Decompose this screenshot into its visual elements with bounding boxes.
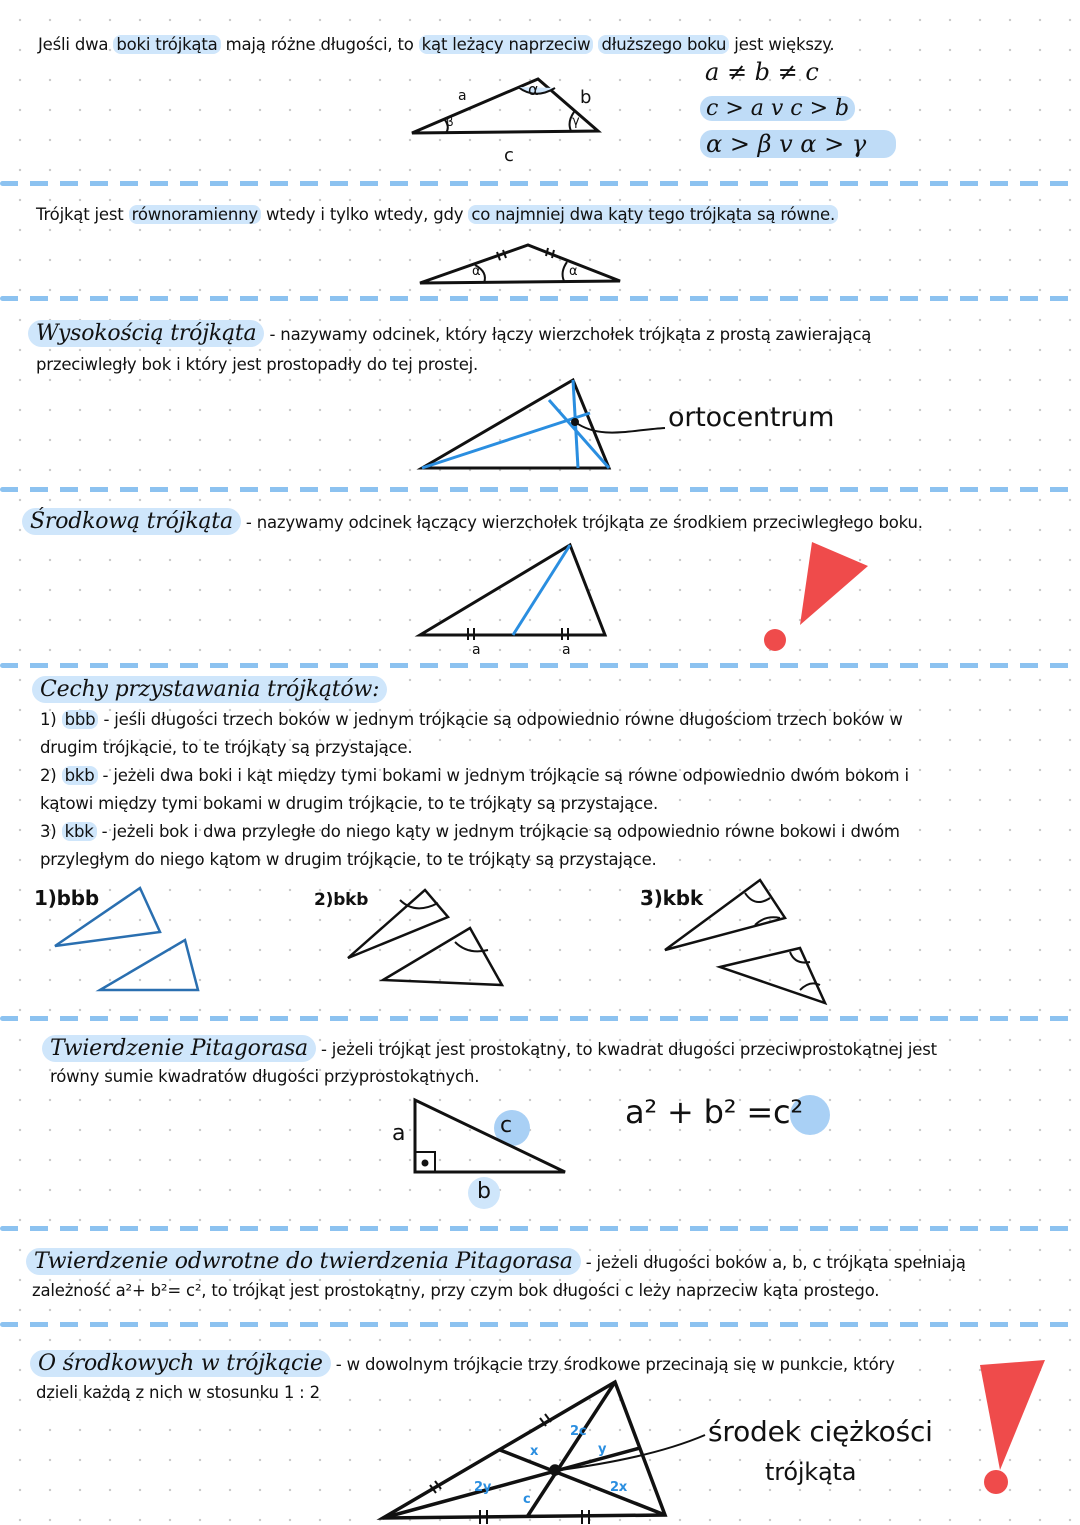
term-b: b² [703,1093,737,1131]
divider [0,181,1080,186]
text: - nazywamy odcinek łączący wierzchołek trójkąta ze środkiem przeciwległego boku. [240,513,923,532]
segment-mark: c [523,1492,531,1507]
text: 3) [40,822,62,841]
equals: = [746,1093,773,1131]
divider [0,1016,1080,1021]
label-c: c [504,145,514,166]
label-alpha: α [569,264,578,279]
isosceles-triangle [420,245,620,283]
text: jest większy. [729,35,835,54]
text: 2) [40,766,62,785]
congruence-rule-1 [40,706,903,734]
text: - jeżeli trójkąt jest prostokątny, to kwadrat długości przeciwprostokątnej jest [315,1040,937,1059]
figure-label: 2)bkb [314,890,369,910]
text: dzieli każdą z nich w stosunku 1 : 2 [36,1383,320,1402]
centroid-label: środek ciężkości [708,1415,933,1448]
segment-mark: x [530,1444,539,1459]
pythagoras-formula [625,1092,803,1132]
highlight: dłuższego boku [598,35,729,54]
statement-isosceles [36,201,838,229]
term-a: a² [625,1093,658,1131]
label-a: a [472,642,481,658]
divider [0,1226,1080,1231]
orthocenter-label: ortocentrum [668,402,835,433]
figure-label: 3)kbk [640,886,703,910]
segment-mark: y [598,1442,607,1457]
text: Trójkąt jest [36,205,129,224]
text: - jeśli długości trzech boków w jednym trójkącie są odpowiednio równe długościom trzech boków w [98,710,903,729]
equation-c-longest: c > a v c > b [700,96,855,121]
congruence-heading [32,676,387,705]
highlight: boki trójkąta [113,35,220,54]
plus: + [667,1093,694,1131]
text: przeciwległy bok i który jest prostopadły do tej prostej. [36,355,479,374]
label-b: b [477,1179,491,1204]
divider [0,1322,1080,1327]
figure-label: 1)bbb [34,886,100,910]
text: drugim trójkącie, to te trójkąty są przystające. [40,738,413,757]
text: wtedy i tylko wtedy, gdy [260,205,469,224]
label-alpha: α [528,80,539,99]
text: zależność a²+ b²= c², to trójkąt jest prostokątny, przy czym bok długości c leży naprzeciw kąta prostego. [32,1281,880,1300]
text: przyległym do niego kątom w drugim trójkącie, to te trójkąty są przystające. [40,850,657,869]
label-beta: β [446,115,454,129]
pythagoras-theorem [42,1035,937,1064]
text: - nazywamy odcinek, który łączy wierzchołek trójkąta z prostą zawierającą [264,325,872,344]
congruence-rule-3 [40,818,900,846]
segment-mark: 2c [570,1424,587,1439]
warning-exclamation-icon [980,1360,1045,1494]
warning-exclamation-icon [764,542,868,651]
highlight: bkb [62,766,98,785]
label-gamma: γ [572,114,580,129]
definition-median [22,508,923,537]
text: - jeżeli długości boków a, b, c trójkąta spełniają [580,1253,966,1272]
centroid-triangle [383,1382,705,1524]
divider [0,487,1080,492]
section-title: O środkowych w trójkącie [30,1350,331,1377]
highlight: co najmniej dwa kąty tego trójkąta są równe. [468,205,838,224]
text: mają różne długości, to [220,35,419,54]
text: - jeżeli bok i dwa przyległe do niego kąty w jednym trójkącie są odpowiednio równe bokowi i dwóm [96,822,900,841]
text: Jeśli dwa [38,35,114,54]
segment-mark: 2x [610,1480,628,1495]
label-a: a [392,1121,406,1146]
scalene-triangle [412,79,598,133]
text: równy sumie kwadratów długości przyprostokątnych. [50,1067,480,1086]
divider [0,296,1080,301]
highlight: równoramienny [129,205,261,224]
section-title: Twierdzenie odwrotne do twierdzenia Pitagorasa [26,1248,581,1275]
text: - jeżeli dwa boki i kąt między tymi bokami w jednym trójkącie są równe odpowiednio dwóm bokom i [97,766,909,785]
centroid-label: trójkąta [765,1458,857,1486]
label-alpha: α [472,264,481,279]
segment-mark: 2y [474,1480,492,1495]
text: - w dowolnym trójkącie trzy środkowe przecinają się w punkcie, który [330,1355,895,1374]
highlight: kąt leżący naprzeciw [419,35,594,54]
definition-altitude [28,320,871,349]
label-a: a [562,642,571,658]
label-b: b [580,87,592,108]
highlight: kbk [62,822,97,841]
term-c: c² [773,1093,804,1131]
section-title: Twierdzenie Pitagorasa [42,1035,316,1062]
congruence-figures [55,880,825,1003]
label-a: a [458,88,467,104]
pythagoras-converse [26,1248,966,1277]
highlight: bbb [62,710,99,729]
altitude-triangle [422,380,665,468]
medians-theorem [30,1350,895,1379]
divider [0,663,1080,668]
congruence-rule-2 [40,762,909,790]
section-title: Cechy przystawania trójkątów: [32,676,387,703]
text: 1) [40,710,62,729]
section-title: Środkową trójkąta [22,508,241,535]
equation-alpha-largest: α > β v α > γ [700,130,896,158]
text: kątowi między tymi bokami w drugim trójkącie, to te trójkąty są przystające. [40,794,659,813]
equation-sides: a ≠ b ≠ c [705,58,819,86]
median-triangle [420,545,605,640]
label-c: c [500,1113,512,1138]
section-title: Wysokością trójkąta [28,320,264,347]
